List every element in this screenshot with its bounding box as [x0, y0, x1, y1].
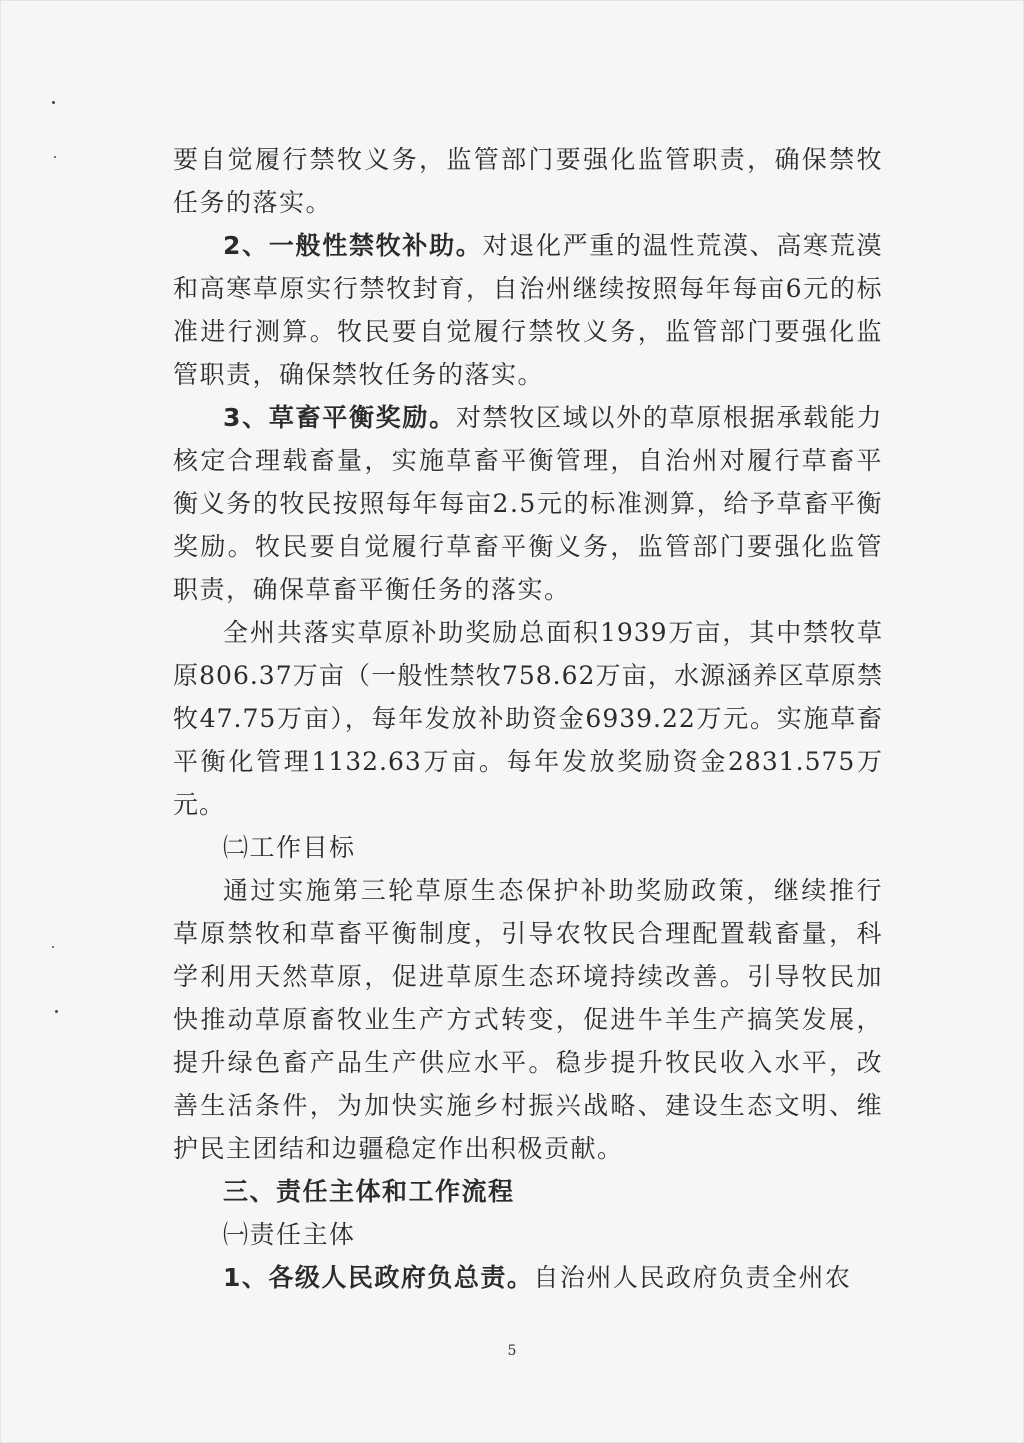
- item-3-heading: 3、草畜平衡奖励。: [223, 403, 456, 432]
- section-3-1-heading: ㈠责任主体: [223, 1220, 356, 1249]
- item-3-body: 对禁牧区域以外的草原根据承载能力核定合理载畜量，实施草畜平衡管理，自治州对履行草畜平衡义务的牧民按照每年每亩2.5元的标准测算，给予草畜平衡奖励。牧民要自觉履行草畜平衡义务，监管部门要强化监管职责，确保草畜平衡任务的落实。: [173, 403, 883, 604]
- scan-dot: [52, 101, 55, 104]
- item-2-body: 对退化严重的温性荒漠、高寒荒漠和高寒草原实行禁牧封育，自治州继续按照每年每亩6元的标准进行测算。牧民要自觉履行禁牧义务，监管部门要强化监管职责，确保禁牧任务的落实。: [173, 231, 883, 389]
- summary-paragraph: 全州共落实草原补助奖励总面积1939万亩，其中禁牧草原806.37万亩（一般性禁牧758.62万亩，水源涵养区草原禁牧47.75万亩），每年发放补助资金6939.22万元。实施草畜平衡化管理1132.63万亩。每年发放奖励资金2831.575万元。: [173, 618, 883, 819]
- document-body: [173, 138, 883, 1299]
- scan-dot: [52, 946, 54, 948]
- item-3-1-body: 自治州人民政府负责全州农: [533, 1263, 852, 1292]
- scan-dot: [55, 1010, 58, 1013]
- page-number: 5: [507, 1343, 517, 1359]
- section-2-heading: ㈡工作目标: [223, 833, 356, 862]
- item-2-heading: 2、一般性禁牧补助。: [223, 231, 483, 260]
- item-3-paragraph: [173, 396, 883, 611]
- continuation-paragraph: 要自觉履行禁牧义务，监管部门要强化监管职责，确保禁牧任务的落实。: [173, 145, 883, 217]
- goals-paragraph: 通过实施第三轮草原生态保护补助奖励政策，继续推行草原禁牧和草畜平衡制度，引导农牧民合理配置载畜量，科学利用天然草原，促进草原生态环境持续改善。引导牧民加快推动草原畜牧业生产方式转变，促进牛羊生产搞笑发展，提升绿色畜产品生产供应水平。稳步提升牧民收入水平，改善生活条件，为加快实施乡村振兴战略、建设生态文明、维护民主团结和边疆稳定作出积极贡献。: [173, 876, 883, 1163]
- item-3-1-heading: 1、各级人民政府负总责。: [223, 1263, 534, 1292]
- item-2-paragraph: [173, 224, 883, 396]
- scan-dot: [54, 156, 56, 158]
- item-3-1-paragraph: [173, 1256, 883, 1299]
- chapter-3-heading: 三、责任主体和工作流程: [223, 1177, 515, 1206]
